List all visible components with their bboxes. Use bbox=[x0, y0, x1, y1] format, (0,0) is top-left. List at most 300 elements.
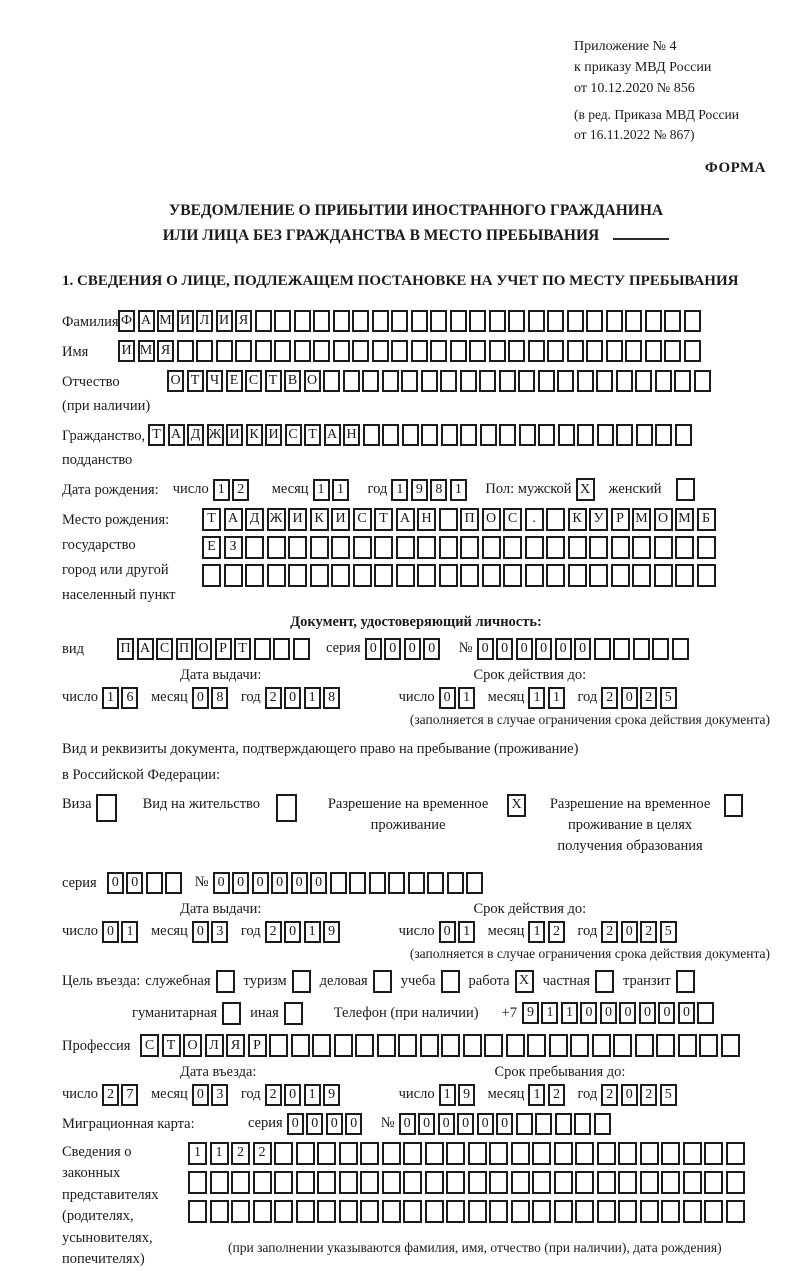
char-cell[interactable] bbox=[511, 1142, 530, 1165]
char-cell[interactable]: А bbox=[224, 508, 243, 531]
char-cell[interactable] bbox=[597, 1142, 616, 1165]
char-cell[interactable] bbox=[645, 340, 662, 362]
char-cell[interactable] bbox=[489, 1171, 508, 1194]
char-cell[interactable]: 0 bbox=[404, 638, 421, 660]
char-cell[interactable] bbox=[355, 1034, 374, 1057]
char-cell[interactable] bbox=[391, 340, 408, 362]
char-cell[interactable] bbox=[296, 1200, 315, 1223]
char-cell[interactable]: 0 bbox=[439, 687, 456, 709]
char-cell[interactable] bbox=[255, 340, 272, 362]
char-cell[interactable] bbox=[312, 1034, 331, 1057]
char-cell[interactable]: Л bbox=[196, 310, 213, 332]
char-cell[interactable] bbox=[596, 370, 613, 392]
char-cell[interactable] bbox=[575, 1200, 594, 1223]
char-cell[interactable] bbox=[441, 1034, 460, 1057]
char-cell[interactable]: К bbox=[568, 508, 587, 531]
char-cell[interactable] bbox=[575, 1142, 594, 1165]
char-cell[interactable] bbox=[440, 370, 457, 392]
char-cell[interactable]: С bbox=[156, 638, 173, 660]
char-cell[interactable] bbox=[296, 1171, 315, 1194]
char-cell[interactable] bbox=[313, 310, 330, 332]
char-cell[interactable]: 0 bbox=[232, 872, 249, 894]
char-cell[interactable] bbox=[640, 1171, 659, 1194]
char-cell[interactable] bbox=[339, 1171, 358, 1194]
char-cell[interactable]: Н bbox=[417, 508, 436, 531]
char-cell[interactable]: 0 bbox=[496, 638, 513, 660]
char-cell[interactable] bbox=[586, 310, 603, 332]
char-cell[interactable]: 2 bbox=[601, 1084, 618, 1106]
char-cell[interactable]: 0 bbox=[600, 1002, 617, 1024]
char-cell[interactable]: А bbox=[137, 638, 154, 660]
char-cell[interactable] bbox=[439, 564, 458, 587]
char-cell[interactable] bbox=[333, 310, 350, 332]
char-cell[interactable]: 0 bbox=[384, 638, 401, 660]
char-cell[interactable]: 1 bbox=[439, 1084, 456, 1106]
char-cell[interactable]: 1 bbox=[213, 479, 230, 501]
char-cell[interactable] bbox=[425, 1200, 444, 1223]
char-cell[interactable]: 0 bbox=[271, 872, 288, 894]
char-cell[interactable]: 2 bbox=[640, 687, 657, 709]
char-cell[interactable]: И bbox=[331, 508, 350, 531]
char-cell[interactable] bbox=[479, 370, 496, 392]
char-cell[interactable] bbox=[525, 564, 544, 587]
char-cell[interactable]: Т bbox=[187, 370, 204, 392]
char-cell[interactable]: 0 bbox=[192, 921, 209, 943]
char-cell[interactable] bbox=[554, 1142, 573, 1165]
char-cell[interactable]: 9 bbox=[522, 1002, 539, 1024]
char-cell[interactable] bbox=[519, 424, 536, 446]
char-cell[interactable] bbox=[403, 1200, 422, 1223]
char-cell[interactable] bbox=[484, 1034, 503, 1057]
char-cell[interactable]: М bbox=[675, 508, 694, 531]
char-cell[interactable]: 2 bbox=[640, 1084, 657, 1106]
char-cell[interactable] bbox=[398, 1034, 417, 1057]
char-cell[interactable] bbox=[333, 340, 350, 362]
purpose-official-checkbox[interactable] bbox=[216, 970, 235, 993]
char-cell[interactable] bbox=[339, 1200, 358, 1223]
char-cell[interactable] bbox=[726, 1142, 745, 1165]
char-cell[interactable]: 0 bbox=[310, 872, 327, 894]
char-cell[interactable] bbox=[269, 1034, 288, 1057]
char-cell[interactable] bbox=[577, 424, 594, 446]
char-cell[interactable] bbox=[489, 340, 506, 362]
char-cell[interactable]: 9 bbox=[323, 1084, 340, 1106]
char-cell[interactable]: И bbox=[288, 508, 307, 531]
char-cell[interactable] bbox=[546, 536, 565, 559]
char-cell[interactable] bbox=[597, 1200, 616, 1223]
char-cell[interactable] bbox=[231, 1171, 250, 1194]
char-cell[interactable]: 1 bbox=[210, 1142, 229, 1165]
char-cell[interactable] bbox=[146, 872, 163, 894]
char-cell[interactable] bbox=[420, 1034, 439, 1057]
char-cell[interactable] bbox=[664, 310, 681, 332]
char-cell[interactable] bbox=[330, 872, 347, 894]
char-cell[interactable]: Я bbox=[226, 1034, 245, 1057]
char-cell[interactable]: Д bbox=[245, 508, 264, 531]
residence-permit-checkbox[interactable] bbox=[276, 794, 297, 822]
char-cell[interactable]: 1 bbox=[188, 1142, 207, 1165]
char-cell[interactable]: О bbox=[654, 508, 673, 531]
female-checkbox[interactable] bbox=[676, 478, 695, 501]
char-cell[interactable] bbox=[450, 340, 467, 362]
char-cell[interactable]: 5 bbox=[660, 1084, 677, 1106]
char-cell[interactable] bbox=[210, 1200, 229, 1223]
char-cell[interactable] bbox=[672, 638, 689, 660]
char-cell[interactable] bbox=[216, 340, 233, 362]
char-cell[interactable] bbox=[353, 564, 372, 587]
char-cell[interactable]: У bbox=[589, 508, 608, 531]
char-cell[interactable]: Л bbox=[205, 1034, 224, 1057]
char-cell[interactable]: 1 bbox=[458, 921, 475, 943]
char-cell[interactable] bbox=[675, 536, 694, 559]
char-cell[interactable]: . bbox=[525, 508, 544, 531]
char-cell[interactable] bbox=[425, 1142, 444, 1165]
char-cell[interactable] bbox=[597, 1171, 616, 1194]
char-cell[interactable] bbox=[527, 1034, 546, 1057]
char-cell[interactable] bbox=[635, 370, 652, 392]
char-cell[interactable]: 1 bbox=[528, 1084, 545, 1106]
char-cell[interactable] bbox=[331, 536, 350, 559]
char-cell[interactable] bbox=[704, 1142, 723, 1165]
char-cell[interactable] bbox=[188, 1200, 207, 1223]
char-cell[interactable]: 0 bbox=[291, 872, 308, 894]
char-cell[interactable] bbox=[554, 1171, 573, 1194]
char-cell[interactable]: С bbox=[140, 1034, 159, 1057]
char-cell[interactable]: 1 bbox=[121, 921, 138, 943]
char-cell[interactable]: 0 bbox=[252, 872, 269, 894]
char-cell[interactable] bbox=[684, 310, 701, 332]
char-cell[interactable] bbox=[352, 340, 369, 362]
visa-checkbox[interactable] bbox=[96, 794, 117, 822]
rvp-education-checkbox[interactable] bbox=[724, 794, 743, 817]
char-cell[interactable] bbox=[403, 1171, 422, 1194]
char-cell[interactable]: 1 bbox=[304, 687, 321, 709]
char-cell[interactable]: 0 bbox=[438, 1113, 455, 1135]
char-cell[interactable] bbox=[273, 638, 290, 660]
char-cell[interactable]: 5 bbox=[660, 687, 677, 709]
char-cell[interactable]: Т bbox=[374, 508, 393, 531]
char-cell[interactable] bbox=[678, 1034, 697, 1057]
char-cell[interactable]: 0 bbox=[365, 638, 382, 660]
char-cell[interactable] bbox=[489, 1200, 508, 1223]
char-cell[interactable] bbox=[469, 340, 486, 362]
char-cell[interactable] bbox=[611, 536, 630, 559]
char-cell[interactable]: О bbox=[304, 370, 321, 392]
char-cell[interactable] bbox=[654, 536, 673, 559]
char-cell[interactable]: 1 bbox=[102, 687, 119, 709]
char-cell[interactable]: О bbox=[195, 638, 212, 660]
char-cell[interactable]: 1 bbox=[313, 479, 330, 501]
char-cell[interactable] bbox=[697, 1002, 714, 1024]
char-cell[interactable]: И bbox=[177, 310, 194, 332]
char-cell[interactable] bbox=[352, 310, 369, 332]
char-cell[interactable] bbox=[697, 536, 716, 559]
char-cell[interactable]: 0 bbox=[192, 1084, 209, 1106]
char-cell[interactable]: 1 bbox=[450, 479, 467, 501]
char-cell[interactable] bbox=[606, 310, 623, 332]
char-cell[interactable] bbox=[294, 310, 311, 332]
char-cell[interactable]: О bbox=[482, 508, 501, 531]
char-cell[interactable]: 0 bbox=[399, 1113, 416, 1135]
purpose-other-checkbox[interactable] bbox=[284, 1002, 303, 1025]
char-cell[interactable] bbox=[555, 1113, 572, 1135]
purpose-business-checkbox[interactable] bbox=[373, 970, 392, 993]
char-cell[interactable]: 0 bbox=[284, 921, 301, 943]
char-cell[interactable]: Ж bbox=[207, 424, 224, 446]
char-cell[interactable]: Т bbox=[202, 508, 221, 531]
char-cell[interactable] bbox=[655, 424, 672, 446]
char-cell[interactable] bbox=[323, 370, 340, 392]
char-cell[interactable] bbox=[439, 508, 458, 531]
char-cell[interactable] bbox=[377, 1034, 396, 1057]
char-cell[interactable] bbox=[317, 1200, 336, 1223]
char-cell[interactable]: 0 bbox=[457, 1113, 474, 1135]
char-cell[interactable]: Д bbox=[187, 424, 204, 446]
char-cell[interactable] bbox=[592, 1034, 611, 1057]
char-cell[interactable]: 2 bbox=[640, 921, 657, 943]
purpose-tourism-checkbox[interactable] bbox=[292, 970, 311, 993]
char-cell[interactable] bbox=[310, 536, 329, 559]
char-cell[interactable]: 8 bbox=[430, 479, 447, 501]
char-cell[interactable]: П bbox=[117, 638, 134, 660]
char-cell[interactable] bbox=[210, 1171, 229, 1194]
char-cell[interactable] bbox=[401, 370, 418, 392]
char-cell[interactable]: 0 bbox=[639, 1002, 656, 1024]
char-cell[interactable]: К bbox=[246, 424, 263, 446]
char-cell[interactable] bbox=[518, 370, 535, 392]
char-cell[interactable] bbox=[721, 1034, 740, 1057]
char-cell[interactable] bbox=[482, 564, 501, 587]
char-cell[interactable] bbox=[675, 424, 692, 446]
char-cell[interactable] bbox=[528, 340, 545, 362]
char-cell[interactable] bbox=[511, 1200, 530, 1223]
char-cell[interactable]: Н bbox=[343, 424, 360, 446]
char-cell[interactable]: М bbox=[138, 340, 155, 362]
char-cell[interactable] bbox=[482, 536, 501, 559]
char-cell[interactable] bbox=[558, 424, 575, 446]
char-cell[interactable] bbox=[503, 564, 522, 587]
char-cell[interactable]: Т bbox=[148, 424, 165, 446]
purpose-study-checkbox[interactable] bbox=[441, 970, 460, 993]
purpose-work-checkbox[interactable]: X bbox=[515, 970, 534, 993]
char-cell[interactable] bbox=[511, 1171, 530, 1194]
char-cell[interactable] bbox=[291, 1034, 310, 1057]
char-cell[interactable] bbox=[382, 424, 399, 446]
char-cell[interactable] bbox=[606, 340, 623, 362]
char-cell[interactable]: 0 bbox=[306, 1113, 323, 1135]
char-cell[interactable] bbox=[382, 1142, 401, 1165]
char-cell[interactable] bbox=[568, 564, 587, 587]
purpose-transit-checkbox[interactable] bbox=[676, 970, 695, 993]
char-cell[interactable] bbox=[466, 872, 483, 894]
char-cell[interactable] bbox=[661, 1171, 680, 1194]
char-cell[interactable] bbox=[589, 536, 608, 559]
char-cell[interactable] bbox=[683, 1171, 702, 1194]
char-cell[interactable] bbox=[231, 1200, 250, 1223]
char-cell[interactable]: М bbox=[157, 310, 174, 332]
char-cell[interactable] bbox=[516, 1113, 533, 1135]
char-cell[interactable]: 0 bbox=[284, 1084, 301, 1106]
char-cell[interactable] bbox=[597, 424, 614, 446]
char-cell[interactable] bbox=[369, 872, 386, 894]
char-cell[interactable]: 3 bbox=[211, 1084, 228, 1106]
char-cell[interactable]: 1 bbox=[458, 687, 475, 709]
char-cell[interactable] bbox=[525, 536, 544, 559]
char-cell[interactable]: 0 bbox=[658, 1002, 675, 1024]
char-cell[interactable] bbox=[468, 1171, 487, 1194]
char-cell[interactable] bbox=[317, 1142, 336, 1165]
purpose-humanitarian-checkbox[interactable] bbox=[222, 1002, 241, 1025]
char-cell[interactable]: 0 bbox=[192, 687, 209, 709]
char-cell[interactable] bbox=[254, 638, 271, 660]
char-cell[interactable] bbox=[245, 564, 264, 587]
char-cell[interactable]: А bbox=[324, 424, 341, 446]
char-cell[interactable] bbox=[274, 340, 291, 362]
purpose-private-checkbox[interactable] bbox=[595, 970, 614, 993]
char-cell[interactable] bbox=[694, 370, 711, 392]
char-cell[interactable]: И bbox=[265, 424, 282, 446]
char-cell[interactable]: Е bbox=[202, 536, 221, 559]
char-cell[interactable]: С bbox=[503, 508, 522, 531]
char-cell[interactable] bbox=[535, 1113, 552, 1135]
char-cell[interactable] bbox=[503, 536, 522, 559]
char-cell[interactable] bbox=[253, 1171, 272, 1194]
char-cell[interactable] bbox=[288, 564, 307, 587]
char-cell[interactable] bbox=[683, 1200, 702, 1223]
char-cell[interactable] bbox=[538, 370, 555, 392]
char-cell[interactable]: П bbox=[460, 508, 479, 531]
char-cell[interactable] bbox=[640, 1200, 659, 1223]
char-cell[interactable] bbox=[480, 424, 497, 446]
char-cell[interactable]: 0 bbox=[477, 638, 494, 660]
char-cell[interactable]: 2 bbox=[102, 1084, 119, 1106]
char-cell[interactable] bbox=[391, 310, 408, 332]
char-cell[interactable] bbox=[613, 638, 630, 660]
char-cell[interactable] bbox=[664, 340, 681, 362]
char-cell[interactable]: О bbox=[167, 370, 184, 392]
char-cell[interactable] bbox=[196, 340, 213, 362]
char-cell[interactable]: 8 bbox=[323, 687, 340, 709]
char-cell[interactable] bbox=[202, 564, 221, 587]
char-cell[interactable]: А bbox=[138, 310, 155, 332]
char-cell[interactable]: 2 bbox=[601, 687, 618, 709]
char-cell[interactable] bbox=[546, 508, 565, 531]
char-cell[interactable] bbox=[408, 872, 425, 894]
char-cell[interactable]: Ф bbox=[118, 310, 135, 332]
char-cell[interactable]: Т bbox=[234, 638, 251, 660]
char-cell[interactable] bbox=[450, 310, 467, 332]
char-cell[interactable]: 0 bbox=[213, 872, 230, 894]
char-cell[interactable]: Ж bbox=[267, 508, 286, 531]
char-cell[interactable]: И bbox=[226, 424, 243, 446]
char-cell[interactable]: Ч bbox=[206, 370, 223, 392]
char-cell[interactable]: 1 bbox=[528, 921, 545, 943]
char-cell[interactable]: 0 bbox=[126, 872, 143, 894]
char-cell[interactable] bbox=[317, 1171, 336, 1194]
char-cell[interactable] bbox=[446, 1200, 465, 1223]
char-cell[interactable] bbox=[586, 340, 603, 362]
char-cell[interactable] bbox=[532, 1142, 551, 1165]
char-cell[interactable]: Р bbox=[611, 508, 630, 531]
char-cell[interactable]: 1 bbox=[332, 479, 349, 501]
char-cell[interactable] bbox=[674, 370, 691, 392]
char-cell[interactable] bbox=[439, 536, 458, 559]
char-cell[interactable]: И bbox=[118, 340, 135, 362]
char-cell[interactable] bbox=[613, 1034, 632, 1057]
char-cell[interactable] bbox=[532, 1200, 551, 1223]
char-cell[interactable] bbox=[697, 564, 716, 587]
char-cell[interactable] bbox=[310, 564, 329, 587]
char-cell[interactable] bbox=[469, 310, 486, 332]
char-cell[interactable] bbox=[372, 340, 389, 362]
char-cell[interactable] bbox=[618, 1171, 637, 1194]
char-cell[interactable] bbox=[645, 310, 662, 332]
char-cell[interactable] bbox=[594, 638, 611, 660]
char-cell[interactable]: 0 bbox=[516, 638, 533, 660]
char-cell[interactable] bbox=[463, 1034, 482, 1057]
char-cell[interactable]: А bbox=[168, 424, 185, 446]
char-cell[interactable]: 1 bbox=[304, 1084, 321, 1106]
char-cell[interactable]: 1 bbox=[548, 687, 565, 709]
char-cell[interactable] bbox=[372, 310, 389, 332]
char-cell[interactable] bbox=[616, 424, 633, 446]
char-cell[interactable] bbox=[313, 340, 330, 362]
char-cell[interactable]: Е bbox=[226, 370, 243, 392]
char-cell[interactable]: Р bbox=[248, 1034, 267, 1057]
char-cell[interactable]: 2 bbox=[232, 479, 249, 501]
char-cell[interactable] bbox=[446, 1171, 465, 1194]
char-cell[interactable] bbox=[489, 1142, 508, 1165]
char-cell[interactable] bbox=[447, 872, 464, 894]
char-cell[interactable]: 0 bbox=[619, 1002, 636, 1024]
char-cell[interactable]: 1 bbox=[391, 479, 408, 501]
char-cell[interactable] bbox=[568, 536, 587, 559]
rvp-checkbox[interactable]: X bbox=[507, 794, 526, 817]
char-cell[interactable] bbox=[421, 370, 438, 392]
char-cell[interactable] bbox=[430, 310, 447, 332]
char-cell[interactable] bbox=[625, 310, 642, 332]
char-cell[interactable] bbox=[349, 872, 366, 894]
char-cell[interactable] bbox=[567, 340, 584, 362]
char-cell[interactable] bbox=[388, 872, 405, 894]
char-cell[interactable]: 2 bbox=[548, 1084, 565, 1106]
char-cell[interactable] bbox=[360, 1171, 379, 1194]
char-cell[interactable] bbox=[353, 536, 372, 559]
char-cell[interactable] bbox=[274, 310, 291, 332]
char-cell[interactable] bbox=[632, 564, 651, 587]
char-cell[interactable]: 1 bbox=[541, 1002, 558, 1024]
char-cell[interactable]: 0 bbox=[477, 1113, 494, 1135]
char-cell[interactable] bbox=[224, 564, 243, 587]
char-cell[interactable] bbox=[402, 424, 419, 446]
char-cell[interactable] bbox=[427, 872, 444, 894]
char-cell[interactable] bbox=[267, 536, 286, 559]
char-cell[interactable] bbox=[425, 1171, 444, 1194]
char-cell[interactable] bbox=[460, 536, 479, 559]
char-cell[interactable]: 5 bbox=[660, 921, 677, 943]
char-cell[interactable] bbox=[441, 424, 458, 446]
char-cell[interactable] bbox=[640, 1142, 659, 1165]
char-cell[interactable] bbox=[382, 370, 399, 392]
char-cell[interactable] bbox=[253, 1200, 272, 1223]
char-cell[interactable] bbox=[661, 1142, 680, 1165]
char-cell[interactable] bbox=[396, 536, 415, 559]
char-cell[interactable] bbox=[468, 1200, 487, 1223]
char-cell[interactable] bbox=[363, 424, 380, 446]
char-cell[interactable]: 2 bbox=[265, 687, 282, 709]
char-cell[interactable] bbox=[421, 424, 438, 446]
char-cell[interactable] bbox=[616, 370, 633, 392]
